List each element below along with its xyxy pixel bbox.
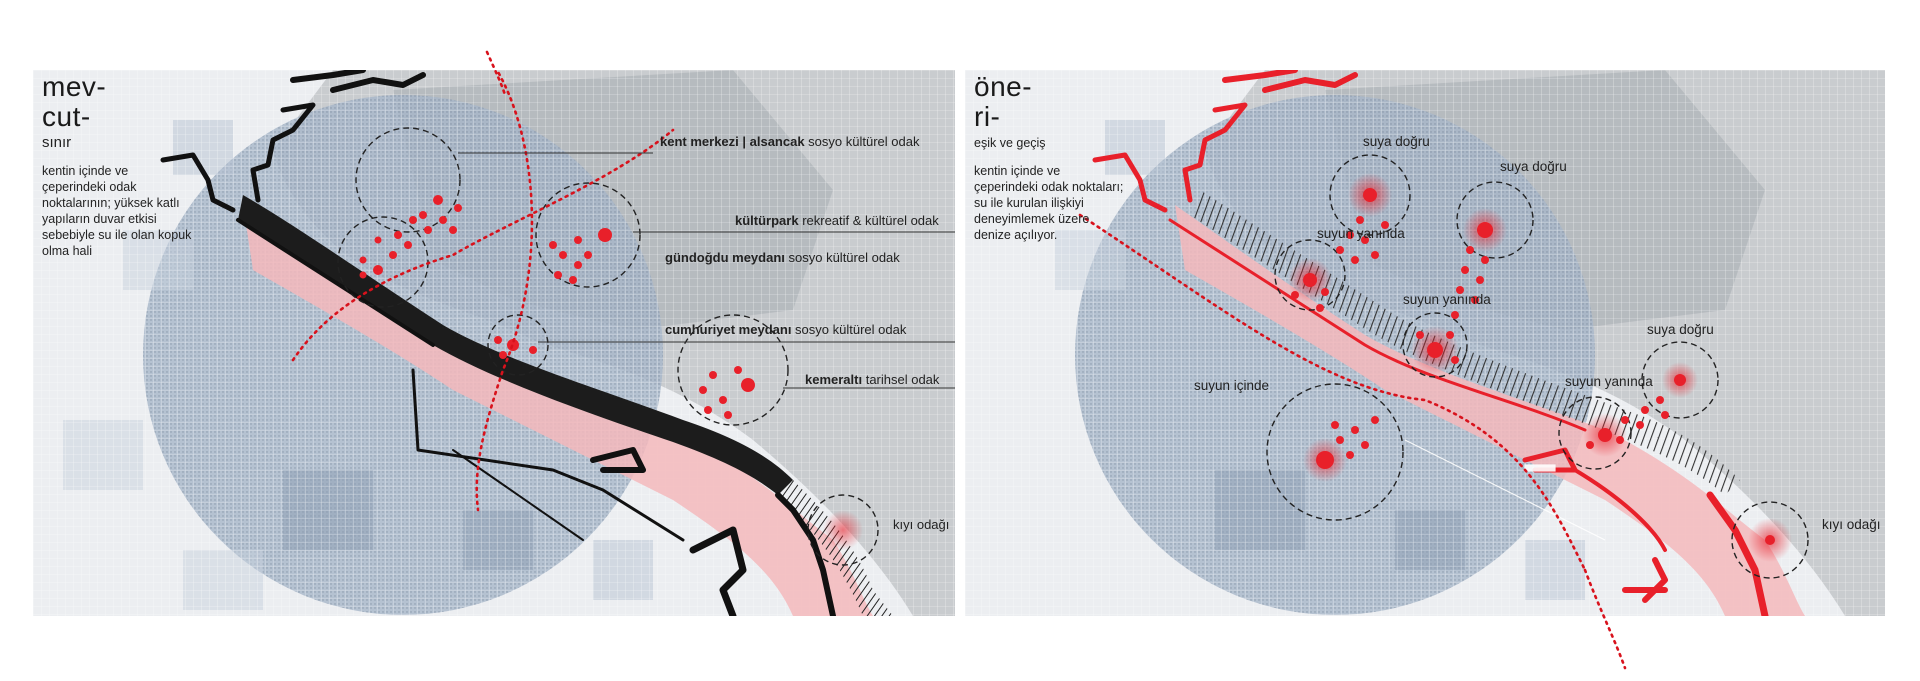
- label-bold: cumhuriyet meydanı: [665, 322, 792, 337]
- label-rest: sosyo kültürel odak: [791, 322, 907, 337]
- label-kiyi-odagi: kıyı odağı: [1822, 517, 1881, 532]
- label-suyun-yaninda-3: suyun yanında: [1565, 374, 1653, 389]
- label-rest: kıyı odağı: [893, 517, 950, 532]
- label-rest: sosyo kültürel odak: [784, 250, 900, 265]
- left-title: [42, 72, 106, 132]
- label-rest: sosyo kültürel odak: [804, 134, 920, 149]
- right-title: [974, 72, 1032, 132]
- label-gundogdu: [665, 250, 900, 265]
- right-title-line-1: öne-: [974, 71, 1033, 102]
- label-bold: kent merkezi | alsancak: [660, 134, 805, 149]
- label-suyun-icinde: suyun içinde: [1194, 378, 1270, 393]
- right-title-line-2: ri-: [974, 101, 1001, 132]
- label-suyun-yaninda-2: suyun yanında: [1403, 292, 1491, 307]
- existing-map-graphic: [33, 70, 955, 616]
- right-description: kentin içinde ve çeperindeki odak noktaları; su ile kurulan ilişkiyi deneyimlemek üzere denize açılıyor.: [974, 164, 1124, 242]
- label-suya-dogru-1: suya doğru: [1363, 134, 1430, 149]
- label-kemeralti: [805, 372, 939, 387]
- existing-map-panel: [33, 70, 955, 616]
- left-description: kentin içinde ve çeperindeki odak noktalarının; yüksek katlı yapıların duvar etkisi sebebiyle su ile olan kopuk olma hali: [42, 164, 192, 258]
- label-cumhuriyet: [665, 322, 906, 337]
- proposal-map-panel: [965, 70, 1885, 616]
- label-bold: kemeraltı: [805, 372, 863, 387]
- label-bold: gündoğdu meydanı: [665, 250, 785, 265]
- label-kent-merkezi: [660, 134, 919, 149]
- label-suya-dogru-3: suya doğru: [1647, 322, 1714, 337]
- left-title-line-1: mev-: [42, 71, 107, 102]
- label-rest: rekreatif & kültürel odak: [798, 213, 939, 228]
- label-bold: kültürpark: [735, 213, 799, 228]
- left-title-line-2: cut-: [42, 101, 91, 132]
- label-suyun-yaninda-1: suyun yanında: [1317, 226, 1405, 241]
- right-subtitle: eşik ve geçiş: [974, 136, 1046, 150]
- label-kiyi-odagi: [893, 517, 949, 532]
- left-subtitle: sınır: [42, 134, 72, 151]
- proposal-map-graphic: [965, 70, 1885, 616]
- label-kulturpark: [735, 213, 939, 228]
- label-rest: tarihsel odak: [862, 372, 940, 387]
- label-suya-dogru-2: suya doğru: [1500, 159, 1567, 174]
